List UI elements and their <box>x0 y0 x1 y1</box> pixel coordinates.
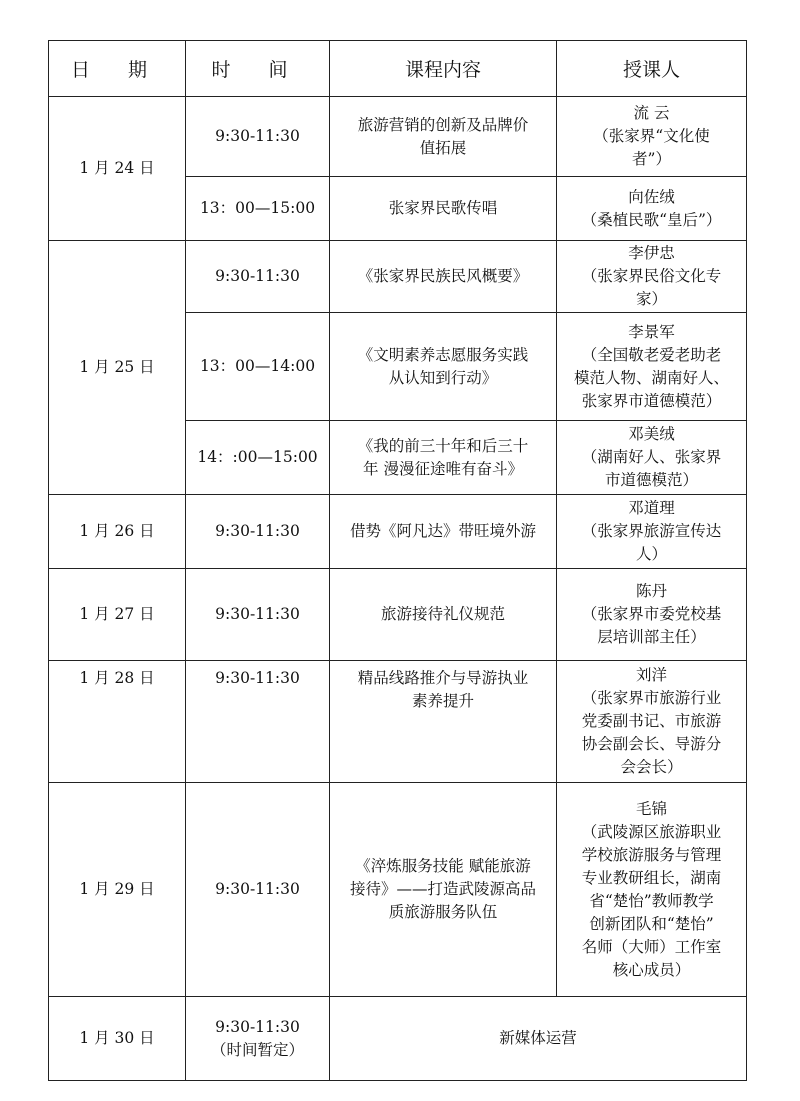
time-cell: 9:30-11:30 <box>186 241 330 313</box>
date-cell: 1 月 27 日 <box>49 569 186 661</box>
table-row <box>49 783 747 997</box>
text-line: （武陵源区旅游职业 <box>581 822 722 841</box>
text-line: 刘洋 <box>635 666 667 684</box>
teacher-cell <box>557 97 747 177</box>
text-line: 质旅游服务队伍 <box>388 903 498 921</box>
teacher-cell <box>557 661 747 783</box>
table-row <box>49 569 747 661</box>
text-line: 《张家界民族民风概要》 <box>357 267 529 285</box>
time-cell: 13：00—15:00 <box>186 177 330 241</box>
course-cell <box>330 97 557 177</box>
time-cell: 14：:00—15:00 <box>186 421 330 495</box>
text-line: 创新团队和“楚怡” <box>589 914 714 933</box>
header-course: 课程内容 <box>330 41 557 97</box>
text-line: 素养提升 <box>411 692 474 710</box>
text-line: 者”） <box>632 150 671 168</box>
text-line: 接待》——打造武陵源高品 <box>349 880 536 898</box>
text-line: 旅游接待礼仪规范 <box>380 605 505 623</box>
text-line: 专业教研组长，湖南 <box>581 868 722 887</box>
teacher-cell <box>557 421 747 495</box>
header-teacher: 授课人 <box>557 41 747 97</box>
text-line: 张家界市道德模范） <box>581 391 722 410</box>
teacher-cell <box>557 313 747 421</box>
text-line: 学校旅游服务与管理 <box>581 845 722 864</box>
course-cell <box>330 177 557 241</box>
date-cell: 1 月 30 日 <box>49 997 186 1081</box>
text-line: 新媒体运营 <box>499 1029 577 1047</box>
text-line: （时间暂定） <box>210 1040 304 1059</box>
text-line: 核心成员） <box>612 960 691 979</box>
text-line: 省“楚怡”教师教学 <box>589 891 714 910</box>
text-line: 层培训部主任） <box>597 628 706 646</box>
course-cell <box>330 495 557 569</box>
text-line: 借势《阿凡达》带旺境外游 <box>349 522 536 540</box>
text-line: （湖南好人、张家界 <box>581 448 722 466</box>
date-cell: 1 月 28 日 <box>49 661 186 783</box>
text-line: 会会长） <box>620 758 683 776</box>
table-row <box>49 97 747 177</box>
teacher-cell <box>557 495 747 569</box>
text-line: 毛锦 <box>635 799 667 818</box>
table-row <box>49 997 747 1081</box>
text-line: 9:30-11:30 <box>215 1017 300 1036</box>
teacher-cell <box>557 783 747 997</box>
text-line: 陈丹 <box>635 582 667 600</box>
date-cell: 1 月 24 日 <box>49 97 186 241</box>
course-cell <box>330 661 557 783</box>
course-cell <box>330 313 557 421</box>
time-cell: 9:30-11:30 <box>186 97 330 177</box>
text-line: 模范人物、湖南好人、 <box>573 368 729 387</box>
time-cell: 13：00—14:00 <box>186 313 330 421</box>
text-line: 邓道理 <box>628 499 675 517</box>
text-line: 《我的前三十年和后三十 <box>357 436 529 455</box>
text-line: 邓美绒 <box>628 425 675 443</box>
date-cell: 1 月 25 日 <box>49 241 186 495</box>
date-cell: 1 月 26 日 <box>49 495 186 569</box>
text-line: 《文明素养志愿服务实践 <box>357 345 529 364</box>
table-row <box>49 661 747 783</box>
text-line: 李景军 <box>628 322 675 341</box>
text-line: 协会副会长、导游分 <box>581 735 722 753</box>
teacher-cell <box>557 177 747 241</box>
text-line: （张家界市委党校基 <box>581 605 722 623</box>
text-line: （张家界市旅游行业 <box>581 689 722 707</box>
course-cell <box>330 569 557 661</box>
course-cell <box>330 783 557 997</box>
text-line: 年 漫漫征途唯有奋斗》 <box>363 459 523 478</box>
text-line: 家） <box>635 290 667 308</box>
text-line: 精品线路推介与导游执业 <box>357 669 529 687</box>
text-line: 《淬炼服务技能 赋能旅游 <box>355 857 531 875</box>
time-cell: 9:30-11:30 <box>186 783 330 997</box>
text-line: 向佐绒 <box>628 187 675 206</box>
table-row <box>49 241 747 313</box>
text-line: （张家界民俗文化专 <box>581 267 722 285</box>
text-line: 人） <box>635 545 667 563</box>
text-line: 党委副书记、市旅游 <box>581 712 722 730</box>
teacher-cell <box>557 569 747 661</box>
header-date: 日 期 <box>49 41 186 97</box>
course-cell <box>330 421 557 495</box>
text-line: 旅游营销的创新及品牌价 <box>357 115 529 134</box>
text-line: 值拓展 <box>419 138 467 157</box>
text-line: 从认知到行动》 <box>388 368 498 387</box>
schedule-table <box>48 40 747 1081</box>
text-line: 张家界民歌传唱 <box>388 199 498 217</box>
text-line: 李伊忠 <box>628 244 675 262</box>
table-row <box>49 495 747 569</box>
header-row <box>49 41 747 97</box>
time-cell: 9:30-11:30 <box>186 661 330 783</box>
text-line: （全国敬老爱老助老 <box>581 345 722 364</box>
text-line: （张家界“文化使 <box>593 127 710 145</box>
course-cell <box>330 241 557 313</box>
text-line: （张家界旅游宣传达 <box>581 522 722 540</box>
time-cell <box>186 997 330 1081</box>
text-line: 市道德模范） <box>604 471 698 489</box>
text-line: 流 云 <box>633 104 670 122</box>
course-cell <box>330 997 747 1081</box>
teacher-cell <box>557 241 747 313</box>
date-cell: 1 月 29 日 <box>49 783 186 997</box>
time-cell: 9:30-11:30 <box>186 569 330 661</box>
text-line: （桑植民歌“皇后”） <box>581 210 722 229</box>
time-cell: 9:30-11:30 <box>186 495 330 569</box>
header-time: 时 间 <box>186 41 330 97</box>
text-line: 名师（大师）工作室 <box>581 937 722 956</box>
